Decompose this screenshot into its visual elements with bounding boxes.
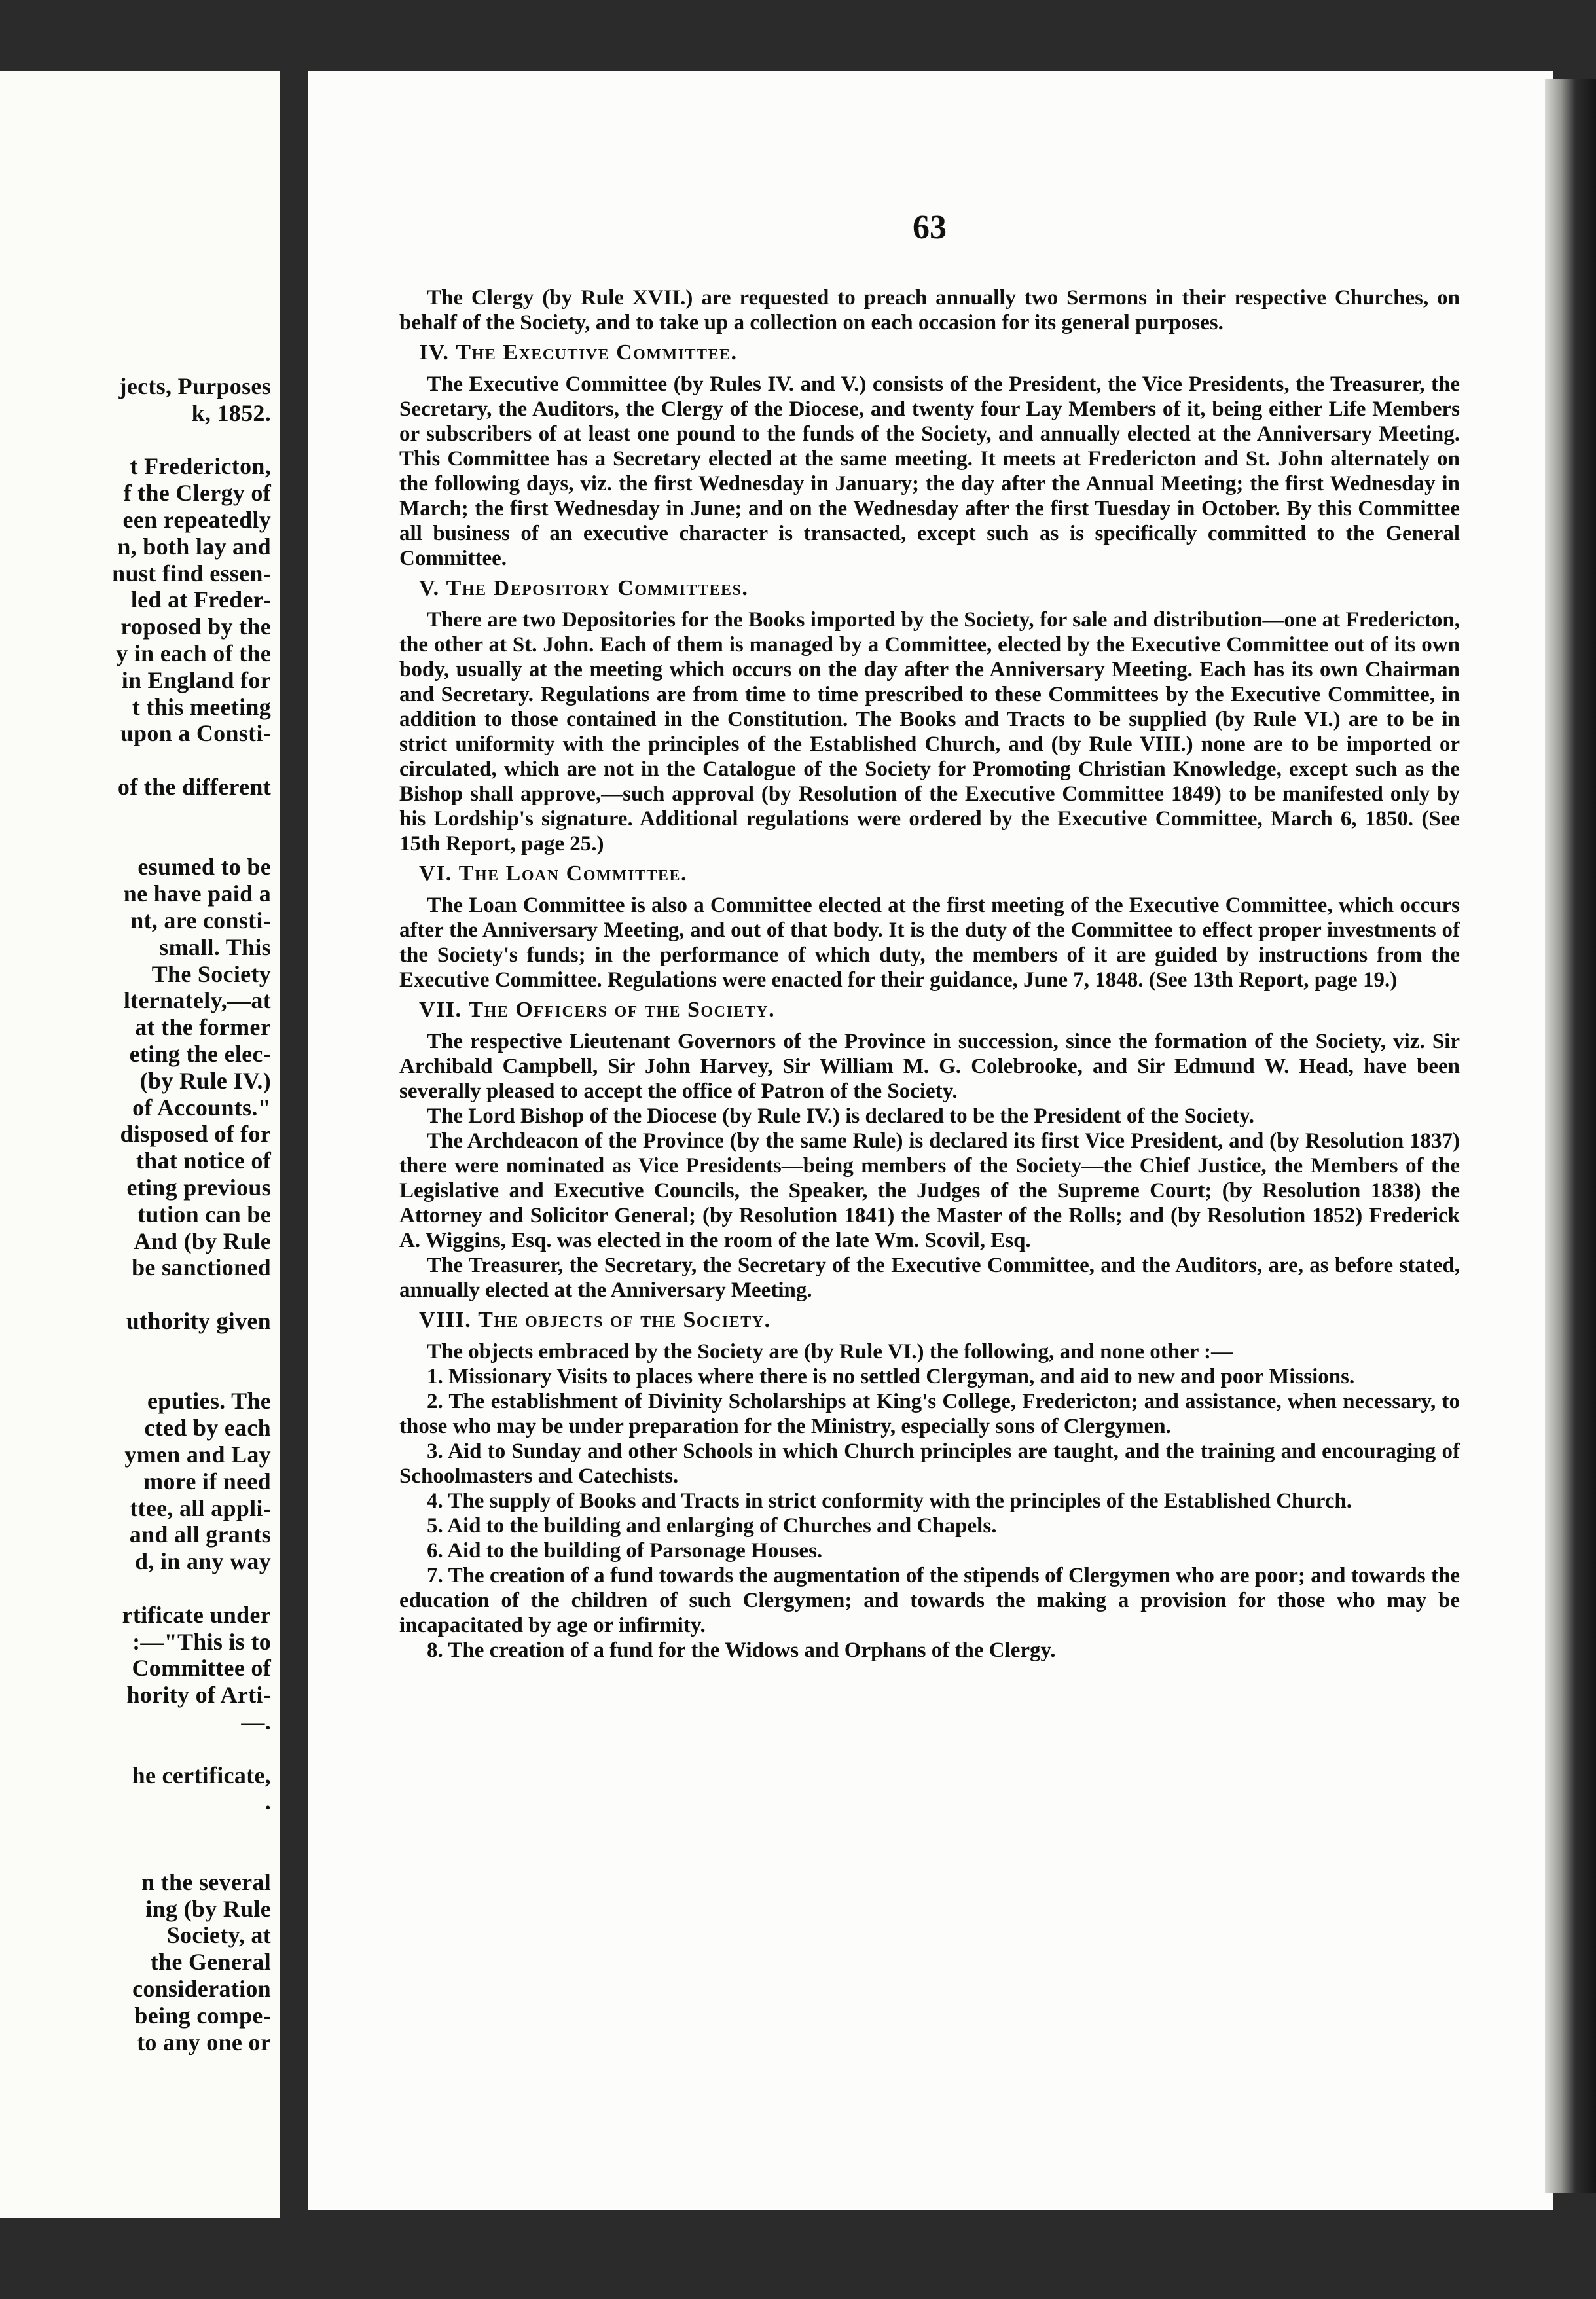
left-page-line: uthority given: [126, 1308, 271, 1334]
left-page-line: be sanctioned: [132, 1254, 271, 1280]
section-paragraph: The Loan Committee is also a Committee elected at the first meeting of the Executive Committee, which occurs after the Anniversary Meeting, and out of that body. It is the duty of the Committee to effect proper investments of the Society's funds; in the performance of which duty, the members of it are guided by instructions from the Executive Committee. Regulations were enacted for their guidance, June 7, 1848. (See 13th Report, page 19.): [399, 894, 1460, 992]
section-title: The Executive Committee.: [456, 340, 738, 365]
section-title: The Depository Committees.: [446, 576, 749, 600]
list-item: 4. The supply of Books and Tracts in strict conformity with the principles of the Established Church.: [427, 1489, 1352, 1513]
left-page-line: f the Clergy of: [123, 480, 271, 506]
left-page-line: eting the elec-: [129, 1041, 271, 1067]
left-page-line: Society, at: [166, 1922, 271, 1948]
left-page-line: d, in any way: [135, 1548, 271, 1574]
section-numeral: VIII.: [419, 1308, 472, 1332]
left-page-line: roposed by the: [120, 613, 271, 640]
left-page-fragment: [0, 71, 280, 2218]
list-item: 8. The creation of a fund for the Widows and Orphans of the Clergy.: [427, 1638, 1056, 1662]
left-page-line: and all grants: [129, 1521, 271, 1548]
left-page-line: Committee of: [132, 1655, 271, 1681]
section-heading: [419, 340, 1460, 365]
section-title: The objects of the Society.: [478, 1308, 771, 1332]
section-objects: [399, 1308, 1460, 1663]
section-numeral: IV.: [419, 340, 450, 365]
left-page-line: of the different: [117, 774, 271, 800]
list-item: 2. The establishment of Divinity Scholarships at King's College, Fredericton; and assistance, when necessary, to those who may be under preparation for the Ministry, especially sons of Clergymen.: [399, 1390, 1460, 1438]
section-heading: [419, 576, 1460, 601]
section-heading: [419, 1308, 1460, 1333]
left-page-line: disposed of for: [120, 1121, 271, 1147]
left-page-line: tution can be: [137, 1201, 271, 1227]
left-page-line: lternately,—at: [123, 987, 271, 1013]
book-binding-edge: [1545, 79, 1596, 2193]
left-page-line: .: [264, 1788, 271, 1815]
left-page-line: rtificate under: [122, 1602, 271, 1628]
left-page-line: n, both lay and: [117, 534, 271, 560]
left-page-line: cted by each: [144, 1415, 271, 1441]
left-page-line: led at Freder-: [130, 587, 271, 613]
section-officers: [399, 998, 1460, 1303]
left-page-line: being compe-: [134, 2002, 271, 2029]
section-title: The Loan Committee.: [458, 861, 688, 886]
left-page-line: (by Rule IV.): [139, 1068, 271, 1094]
left-page-line: een repeatedly: [122, 507, 271, 533]
section-title: The Officers of the Society.: [468, 998, 776, 1022]
left-page-line: of Accounts.": [132, 1095, 271, 1121]
section-numeral: V.: [419, 576, 440, 600]
section-paragraph: The objects embraced by the Society are (by Rule VI.) the following, and none other :—: [427, 1340, 1233, 1364]
left-page-line: jects, Purposes: [118, 373, 271, 399]
left-page-line: t Fredericton,: [130, 453, 271, 479]
page-number: 63: [913, 209, 947, 246]
left-page-line: ttee, all appli-: [130, 1495, 271, 1521]
section-paragraph: The Executive Committee (by Rules IV. and V.) consists of the President, the Vice Presidents, the Treasurer, the Secretary, the Auditors, the Clergy of the Diocese, and twenty four Lay Members of it, being either Life Members or subscribers of at least one pound to the funds of the Society, and annually elected at the Anniversary Meeting. This Committee has a Secretary elected at the same meeting. It meets at Fredericton and St. John alternately on the following days, viz. the first Wednesday in January; the day after the Annual Meeting; the first Wednesday in March; the first Wednesday in June; and on the Wednesday after the first Tuesday in October. By this Committee all business of an executive character is transacted, except such as is specifically committed to the General Committee.: [399, 372, 1460, 570]
left-page-line: nust find essen-: [112, 560, 271, 587]
left-page-line: in England for: [121, 667, 271, 693]
main-page: [308, 71, 1553, 2210]
list-item: 3. Aid to Sunday and other Schools in which Church principles are taught, and the training and encouraging of Schoolmasters and Catechists.: [399, 1439, 1460, 1488]
left-page-line: at the former: [135, 1014, 271, 1040]
list-item: 5. Aid to the building and enlarging of Churches and Chapels.: [427, 1514, 997, 1538]
left-page-line: consideration: [132, 1976, 271, 2002]
left-page-line: ne have paid a: [123, 880, 271, 907]
left-page-line: hority of Arti-: [126, 1682, 271, 1708]
section-paragraph: The respective Lieutenant Governors of the Province in succession, since the formation of the Society, viz. Sir Archibald Campbell, Sir John Harvey, Sir William M. G. Colebrooke, and Sir Edmund W. Head, have been severally pleased to accept the office of Patron of the Society.: [399, 1030, 1460, 1103]
left-page-line: ing (by Rule: [145, 1896, 271, 1922]
section-paragraph: There are two Depositories for the Books imported by the Society, for sale and distribution—one at Fredericton, the other at St. John. Each of them is managed by a Committee, elected by the Executive Committee out of its own body, usually at the meeting which occurs on the day after the Anniversary Meeting. Each has its own Chairman and Secretary. Regulations are from time to time prescribed to these Committees by the Executive Committee, in addition to those contained in the Constitution. The Books and Tracts to be supplied (by Rule VI.) are to be in strict uniformity with the principles of the Established Church, and (by Rule VIII.) none are to be imported or circulated, which are not in the Catalogue of the Society for Promoting Christian Knowledge, except such as the Bishop shall approve,—such approval (by Resolution of the Executive Committee 1849) to be manifested only by his Lordship's signature. Additional regulations were ordered by the Executive Committee, March 6, 1850. (See 15th Report, page 25.): [399, 608, 1460, 856]
section-heading: [419, 861, 1460, 886]
intro-paragraph: The Clergy (by Rule XVII.) are requested to preach annually two Sermons in their respective Churches, on behalf of the Society, and to take up a collection on each occasion for its general purposes.: [399, 286, 1460, 335]
page-body: [399, 285, 1460, 1663]
left-page-line: that notice of: [136, 1148, 271, 1174]
left-page-line: :—"This is to: [132, 1629, 271, 1655]
left-page-line: nt, are consti-: [130, 907, 271, 933]
section-depository-committees: [399, 576, 1460, 856]
left-page-line: to any one or: [137, 2029, 271, 2055]
section-executive-committee: [399, 340, 1460, 571]
left-page-line: eputies. The: [147, 1388, 271, 1414]
left-page-line: the General: [150, 1949, 271, 1975]
left-page-line: upon a Consti-: [120, 720, 271, 746]
list-item: 1. Missionary Visits to places where there is no settled Clergyman, and aid to new and poor Missions.: [427, 1365, 1355, 1388]
section-numeral: VII.: [419, 998, 462, 1022]
list-item: 7. The creation of a fund towards the augmentation of the stipends of Clergymen who are poor; and towards the education of the children of such Clergymen; and towards the making a provision for those who may be incapacitated by age or infirmity.: [399, 1564, 1460, 1637]
left-page-line: n the several: [141, 1869, 271, 1895]
left-page-line: ymen and Lay: [124, 1441, 271, 1468]
left-page-line: more if need: [143, 1468, 271, 1494]
left-page-line: y in each of the: [116, 640, 271, 666]
section-paragraph: The Treasurer, the Secretary, the Secretary of the Executive Committee, and the Auditors, are, as before stated, annually elected at the Anniversary Meeting.: [399, 1254, 1460, 1302]
left-page-line: k, 1852.: [191, 400, 271, 426]
left-page-line: small. This: [159, 934, 271, 960]
left-page-line: he certificate,: [132, 1762, 271, 1788]
section-paragraph: The Lord Bishop of the Diocese (by Rule IV.) is declared to be the President of the Society.: [427, 1104, 1255, 1128]
left-page-line: —.: [241, 1709, 271, 1735]
left-page-line: esumed to be: [137, 854, 271, 880]
section-paragraph: The Archdeacon of the Province (by the same Rule) is declared its first Vice President, and (by Resolution 1837) there were nominated as Vice Presidents—being members of the Society—the Chief Justice, the Members of the Legislative and Executive Councils, the Speaker, the Judges of the Supreme Court; (by Resolution 1838) the Attorney and Solicitor General; (by Resolution 1841) the Master of the Rolls; and (by Resolution 1852) Frederick A. Wiggins, Esq. was elected in the room of the late Wm. Scovil, Esq.: [399, 1129, 1460, 1252]
section-numeral: VI.: [419, 861, 452, 886]
section-heading: [419, 998, 1460, 1023]
left-page-line: t this meeting: [132, 694, 271, 720]
left-page-line: And (by Rule: [134, 1228, 271, 1254]
section-loan-committee: [399, 861, 1460, 992]
left-page-line: eting previous: [126, 1174, 271, 1201]
left-page-line: The Society: [151, 961, 271, 987]
list-item: 6. Aid to the building of Parsonage Houses.: [427, 1539, 823, 1563]
